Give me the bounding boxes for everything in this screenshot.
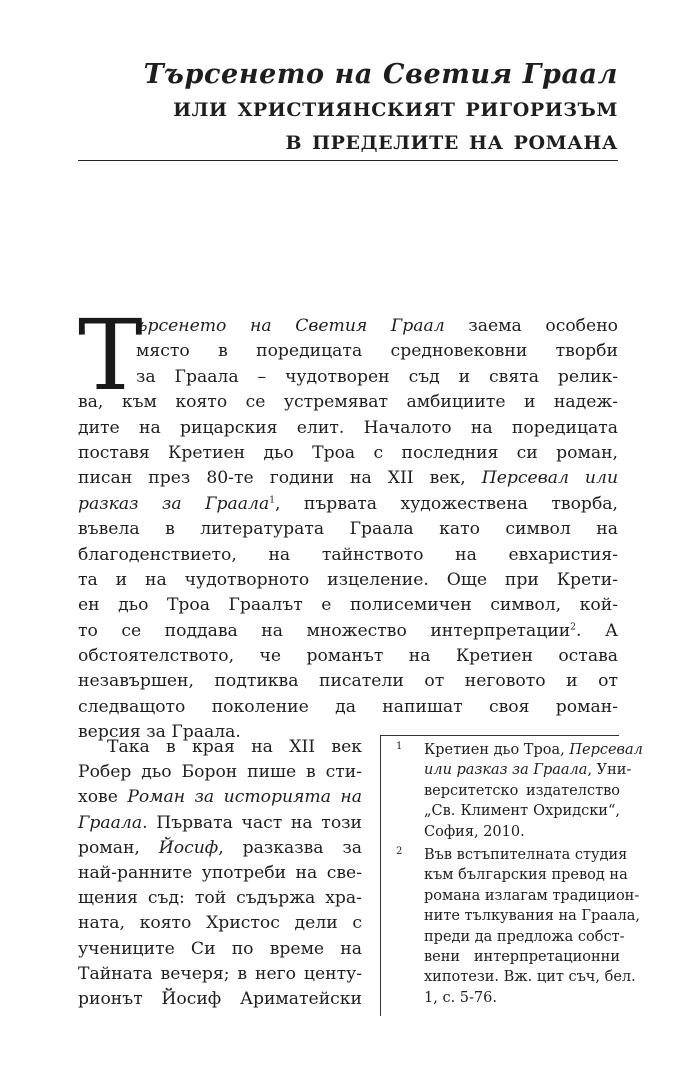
body-line: за Граала – чудотворен съд и свята релик- (136, 366, 618, 387)
body-line: най-ранните употреби на све- (78, 862, 362, 883)
work-title: Роман за историята на (127, 787, 362, 808)
body-line: версия за Граала. (78, 722, 241, 743)
work-title: или разказ за Граала (424, 762, 588, 779)
footnote-line: хипотези. Вж. цит съч, бел. (424, 969, 636, 986)
work-title: Персевал или (481, 468, 619, 489)
footnote-2 (396, 845, 641, 1008)
body-line: ва, към която се устремяват амбициите и надеж- (78, 392, 618, 413)
footnote-number: 1 (396, 741, 403, 752)
body-line: незавършен, подтиква писатели от неговото и от (78, 671, 618, 692)
footnote-line: романа излагам традицион- (424, 887, 640, 904)
footnote-number: 2 (396, 846, 403, 857)
footnote-line: 1, с. 5-76. (424, 989, 497, 1006)
body-line: писан през 80-те години на XII век, Персевал или (78, 468, 619, 489)
body-line: следващото поколение да напишат своя роман- (78, 696, 618, 717)
drop-cap: Т (78, 299, 143, 412)
body-line: обстоятелството, че романът на Кретиен остава (78, 646, 618, 667)
body-line: роман, Йосиф, разказва за (78, 837, 362, 858)
work-title: Граала (78, 812, 143, 833)
body-line: поставя Кретиен дьо Троа с последния си роман, (78, 442, 618, 463)
work-title: разказ за Граала (78, 493, 270, 514)
body-line: място в поредицата средновековни творби (136, 341, 618, 362)
title-line-1: Търсенето на Светия Граал (143, 59, 618, 90)
body-line: хове Роман за историята на (78, 787, 362, 808)
body-line: дите на рицарския елит. Началото на поредицата (78, 417, 618, 438)
footnote-line: София, 2010. (424, 823, 525, 840)
work-title: Йосиф (158, 837, 219, 858)
footnote-ref[interactable]: 1 (269, 495, 275, 505)
body-text (78, 299, 619, 746)
body-line: Тайната вечеря; в него центу- (78, 963, 362, 984)
footnote-line: Във встъпителната студия (424, 847, 628, 863)
footnote-line: вени интерпретационни (424, 948, 620, 965)
title-rule (78, 160, 618, 161)
body-line: Граала. Първата част на този (78, 812, 362, 833)
body-line: учениците Си по време на (78, 938, 362, 959)
footnote-line: към българския превод на (424, 867, 628, 884)
body-line: Така в края на XII век (107, 737, 362, 757)
footnote-1 (396, 740, 643, 842)
body-line: щения съд: той съдържа хра- (78, 888, 362, 909)
body-line: разказ за Граала$^1$, първата художествена творба, (78, 493, 618, 514)
body-line: рионът Йосиф Ариматейски (78, 988, 362, 1009)
footnote-ref[interactable]: 2 (570, 621, 576, 632)
footnote-line: преди да предложа собст- (424, 928, 625, 945)
footnote-line: ните тълкувания на Граала, (424, 908, 641, 925)
body-line: ърсенето на Светия Граал заема особено (136, 316, 619, 336)
body-line: Робер дьо Борон пише в сти- (78, 762, 362, 783)
footnote-line: Кретиен дьо Троа, Персевал (424, 742, 643, 758)
body-line: та и на чудотворното изцеление. Още при Крети- (78, 569, 618, 590)
body-line: то се поддава на множество интерпретации$^2$. А (78, 620, 618, 641)
chapter-title (144, 58, 618, 157)
work-title: ърсенето на Светия Граал (136, 316, 445, 336)
footnote-line: „Св. Климент Охридски“, (424, 803, 620, 820)
footnote-line: верситетско издателство (424, 782, 620, 799)
footnote-line: или разказ за Граала, Уни- (424, 762, 632, 779)
work-title: Персевал (569, 742, 643, 758)
body-line: благоденствието, на тайнството на евхаристия- (78, 544, 618, 565)
title-line-2: или християнският ригоризъм (173, 92, 618, 123)
title-line-3: в пределите на романа (285, 125, 618, 156)
body-line: ен дьо Троа Граалът е полисемичен символ, кой- (78, 595, 618, 616)
body-text-narrow (78, 735, 362, 1012)
body-line: въвела в литературата Граала като символ на (78, 519, 618, 540)
body-line: ната, която Христос дели с (78, 913, 362, 934)
